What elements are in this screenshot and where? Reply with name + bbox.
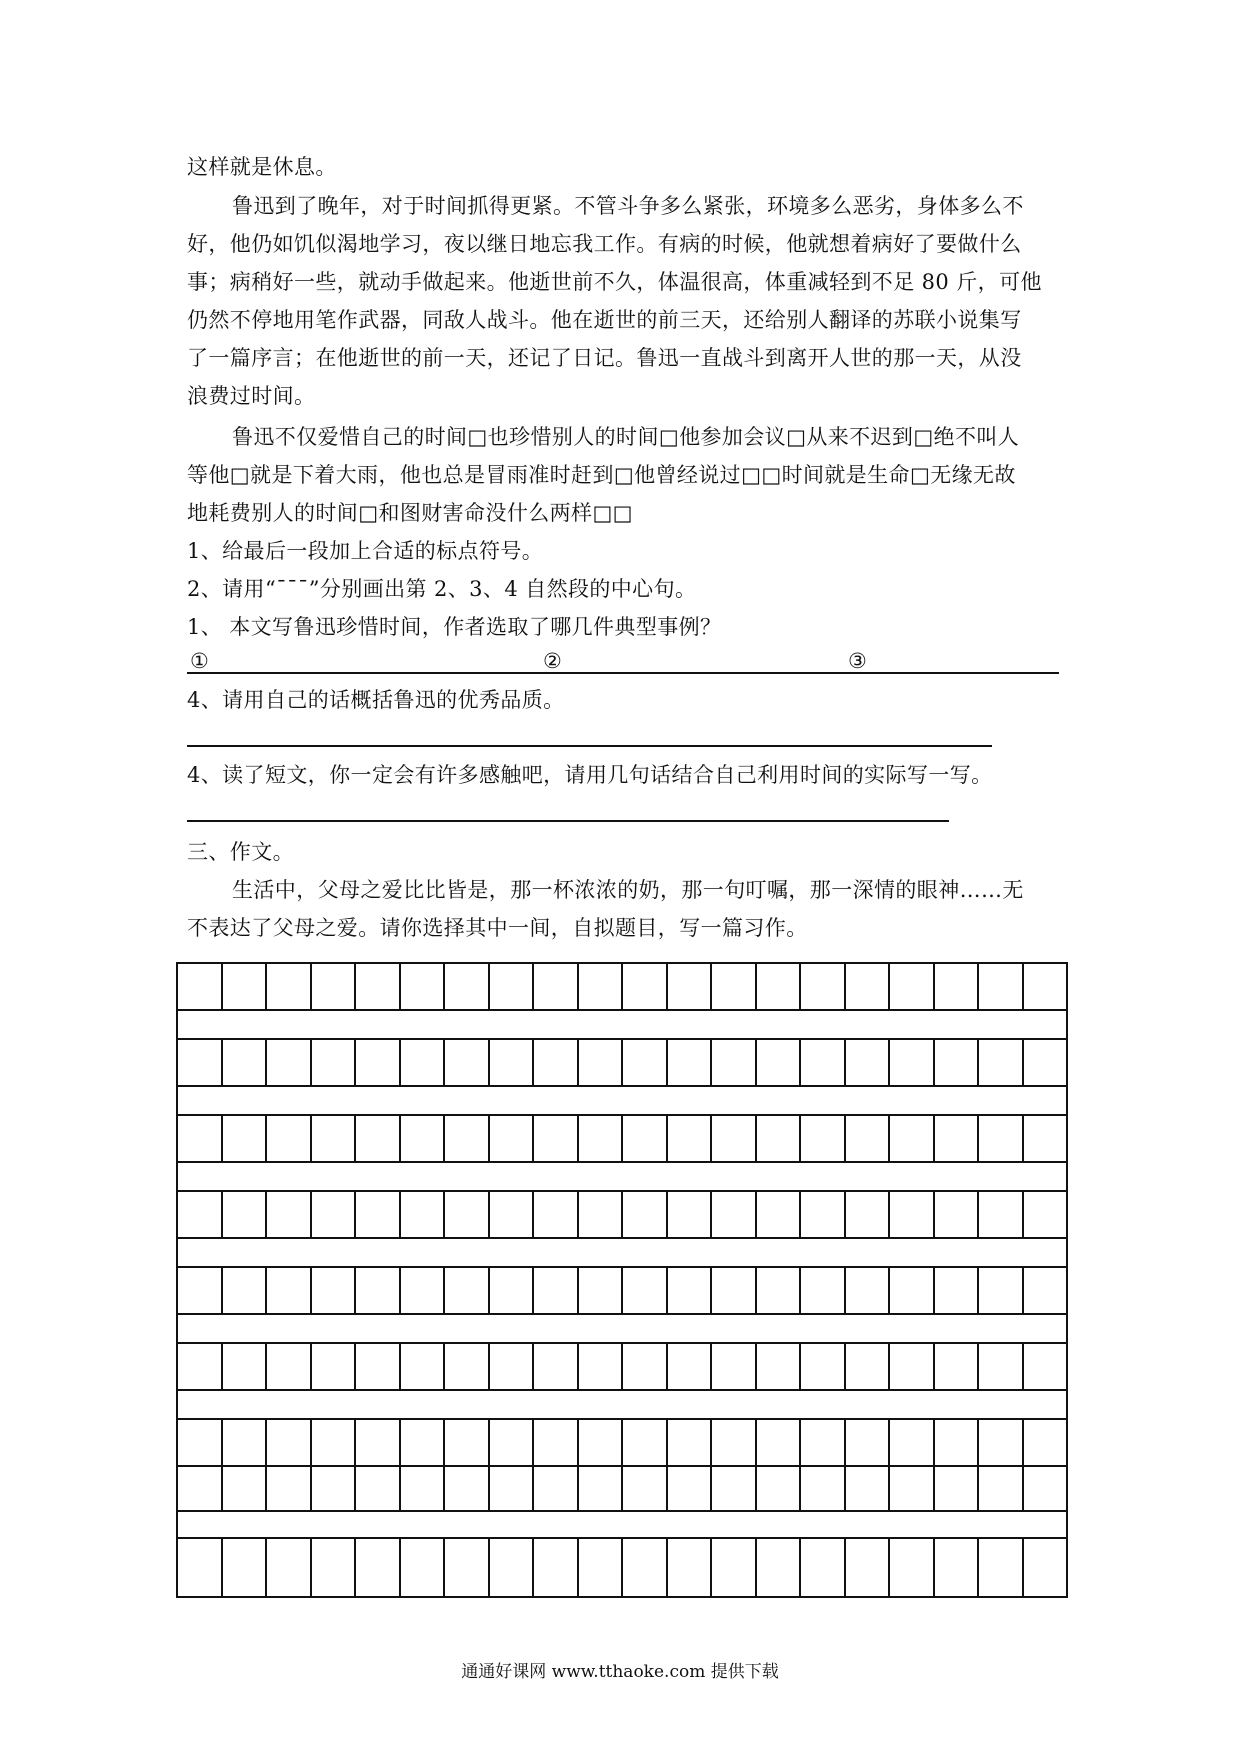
grid-cell[interactable]: [890, 964, 935, 1009]
answer-line-q4[interactable]: [187, 745, 992, 747]
grid-cell[interactable]: [356, 1192, 401, 1237]
grid-cell[interactable]: [445, 1040, 490, 1085]
grid-cell[interactable]: [801, 1467, 846, 1510]
grid-cell[interactable]: [979, 964, 1024, 1009]
grid-cell[interactable]: [267, 1420, 312, 1465]
grid-cell[interactable]: [178, 964, 223, 1009]
grid-cell[interactable]: [223, 1467, 268, 1510]
grid-cell[interactable]: [757, 964, 802, 1009]
grid-cell[interactable]: [846, 964, 891, 1009]
grid-cell[interactable]: [312, 1040, 357, 1085]
grid-cell[interactable]: [445, 1344, 490, 1389]
grid-cell[interactable]: [757, 1116, 802, 1161]
grid-cell[interactable]: [223, 1344, 268, 1389]
grid-cell[interactable]: [312, 1539, 357, 1596]
grid-cell[interactable]: [890, 1539, 935, 1596]
grid-cell[interactable]: [356, 1344, 401, 1389]
grid-cell[interactable]: [267, 1040, 312, 1085]
grid-cell[interactable]: [534, 1467, 579, 1510]
answer-line-q5[interactable]: [187, 820, 949, 822]
grid-cell[interactable]: [712, 1467, 757, 1510]
grid-cell[interactable]: [712, 1420, 757, 1465]
grid-cell[interactable]: [312, 1467, 357, 1510]
grid-cell[interactable]: [668, 1192, 713, 1237]
grid-cell[interactable]: [312, 1344, 357, 1389]
grid-cell[interactable]: [979, 1192, 1024, 1237]
grid-cell[interactable]: [935, 1116, 980, 1161]
passage-p3-line-2: 等他□就是下着大雨，他也总是冒雨准时赶到□他曾经说过□□时间就是生命□无缘无故: [187, 463, 1016, 487]
passage-p2-line-6: 浪费过时间。: [187, 384, 316, 408]
grid-cell[interactable]: [579, 1467, 624, 1510]
grid-cell[interactable]: [579, 1539, 624, 1596]
passage-p3-line-1: 鲁迅不仅爱惜自己的时间□也珍惜别人的时间□他参加会议□从来不迟到□绝不叫人: [232, 425, 1020, 449]
grid-cell[interactable]: [401, 1539, 446, 1596]
grid-cell[interactable]: [490, 964, 535, 1009]
grid-cell[interactable]: [623, 1268, 668, 1313]
grid-line: [178, 1237, 1066, 1239]
answer-line-q3[interactable]: [187, 672, 1059, 674]
grid-cell[interactable]: [801, 1192, 846, 1237]
grid-cell[interactable]: [267, 1116, 312, 1161]
passage-p2-line-5: 了一篇序言；在他逝世的前一天，还记了日记。鲁迅一直战斗到离开人世的那一天，从没: [187, 346, 1022, 370]
grid-cell[interactable]: [623, 964, 668, 1009]
grid-cell[interactable]: [1024, 1420, 1067, 1465]
grid-cell[interactable]: [1024, 1192, 1067, 1237]
grid-cell[interactable]: [534, 1344, 579, 1389]
grid-row[interactable]: [178, 1192, 1066, 1237]
grid-cell[interactable]: [401, 1420, 446, 1465]
composition-prompt-line-1: 生活中，父母之爱比比皆是，那一杯浓浓的奶，那一句叮嘱，那一深情的眼神……无: [232, 878, 1024, 902]
answer-marker-1: ①: [190, 649, 209, 673]
grid-cell[interactable]: [846, 1539, 891, 1596]
grid-cell[interactable]: [712, 1268, 757, 1313]
grid-cell[interactable]: [312, 1268, 357, 1313]
grid-cell[interactable]: [534, 1539, 579, 1596]
grid-cell[interactable]: [445, 1467, 490, 1510]
grid-cell[interactable]: [757, 1467, 802, 1510]
grid-cell[interactable]: [668, 964, 713, 1009]
grid-cell[interactable]: [623, 1539, 668, 1596]
grid-cell[interactable]: [312, 1420, 357, 1465]
passage-p2-line-3: 事；病稍好一些，就动手做起来。他逝世前不久，体温很高，体重减轻到不足 80 斤，可他: [187, 270, 1042, 294]
grid-cell[interactable]: [846, 1192, 891, 1237]
grid-cell[interactable]: [668, 1467, 713, 1510]
grid-cell[interactable]: [757, 1040, 802, 1085]
question-2: 2、请用“ˉˉˉ”分别画出第 2、3、4 自然段的中心句。: [187, 577, 697, 601]
grid-cell[interactable]: [579, 1268, 624, 1313]
grid-cell[interactable]: [712, 1192, 757, 1237]
grid-cell[interactable]: [757, 1192, 802, 1237]
grid-cell[interactable]: [623, 1116, 668, 1161]
grid-cell[interactable]: [801, 1420, 846, 1465]
grid-cell[interactable]: [401, 1192, 446, 1237]
grid-line: [178, 1161, 1066, 1163]
grid-cell[interactable]: [401, 1268, 446, 1313]
grid-cell[interactable]: [935, 1344, 980, 1389]
question-3: 1、 本文写鲁迅珍惜时间，作者选取了哪几件典型事例？: [187, 615, 722, 639]
grid-cell[interactable]: [445, 1192, 490, 1237]
grid-cell[interactable]: [935, 1192, 980, 1237]
grid-line: [178, 1085, 1066, 1087]
grid-cell[interactable]: [979, 1116, 1024, 1161]
grid-cell[interactable]: [890, 1467, 935, 1510]
grid-cell[interactable]: [356, 1539, 401, 1596]
grid-cell[interactable]: [534, 1040, 579, 1085]
grid-cell[interactable]: [178, 1539, 223, 1596]
grid-line: [178, 1009, 1066, 1011]
passage-p1-tail: 这样就是休息。: [187, 155, 337, 179]
grid-cell[interactable]: [846, 1420, 891, 1465]
grid-cell[interactable]: [979, 1420, 1024, 1465]
grid-cell[interactable]: [223, 1040, 268, 1085]
grid-cell[interactable]: [579, 1344, 624, 1389]
grid-cell[interactable]: [356, 964, 401, 1009]
passage-p2-line-4: 仍然不停地用笔作武器，同敌人战斗。他在逝世的前三天，还给别人翻译的苏联小说集写: [187, 308, 1022, 332]
grid-cell[interactable]: [979, 1268, 1024, 1313]
grid-cell[interactable]: [178, 1467, 223, 1510]
grid-row[interactable]: [178, 1467, 1066, 1510]
grid-cell[interactable]: [490, 1040, 535, 1085]
grid-cell[interactable]: [312, 1116, 357, 1161]
question-1: 1、给最后一段加上合适的标点符号。: [187, 539, 544, 563]
grid-cell[interactable]: [846, 1467, 891, 1510]
grid-row[interactable]: [178, 964, 1066, 1009]
grid-cell[interactable]: [356, 1420, 401, 1465]
grid-cell[interactable]: [223, 1192, 268, 1237]
grid-cell[interactable]: [801, 1040, 846, 1085]
passage-p2-line-2: 好，他仍如饥似渴地学习，夜以继日地忘我工作。有病的时候，他就想着病好了要做什么: [187, 232, 1022, 256]
grid-cell[interactable]: [890, 1116, 935, 1161]
grid-cell[interactable]: [579, 1420, 624, 1465]
composition-writing-grid[interactable]: [176, 962, 1068, 1598]
grid-cell[interactable]: [979, 1344, 1024, 1389]
grid-cell[interactable]: [623, 1040, 668, 1085]
grid-cell[interactable]: [757, 1268, 802, 1313]
grid-cell[interactable]: [712, 1040, 757, 1085]
grid-cell[interactable]: [801, 1539, 846, 1596]
grid-cell[interactable]: [267, 964, 312, 1009]
grid-cell[interactable]: [178, 1420, 223, 1465]
grid-cell[interactable]: [534, 1116, 579, 1161]
grid-cell[interactable]: [1024, 964, 1067, 1009]
grid-row[interactable]: [178, 1040, 1066, 1085]
grid-cell[interactable]: [490, 1344, 535, 1389]
grid-cell[interactable]: [846, 1040, 891, 1085]
grid-cell[interactable]: [445, 1116, 490, 1161]
grid-cell[interactable]: [356, 1467, 401, 1510]
grid-cell[interactable]: [401, 1040, 446, 1085]
grid-cell[interactable]: [223, 1116, 268, 1161]
grid-cell[interactable]: [1024, 1116, 1067, 1161]
grid-cell[interactable]: [801, 1344, 846, 1389]
grid-cell[interactable]: [267, 1268, 312, 1313]
grid-cell[interactable]: [712, 1116, 757, 1161]
grid-cell[interactable]: [490, 1192, 535, 1237]
grid-cell[interactable]: [935, 1467, 980, 1510]
grid-cell[interactable]: [935, 1420, 980, 1465]
grid-cell[interactable]: [579, 1040, 624, 1085]
grid-cell[interactable]: [356, 1040, 401, 1085]
grid-cell[interactable]: [890, 1344, 935, 1389]
grid-cell[interactable]: [623, 1344, 668, 1389]
grid-cell[interactable]: [1024, 1268, 1067, 1313]
grid-cell[interactable]: [757, 1539, 802, 1596]
grid-cell[interactable]: [801, 1116, 846, 1161]
grid-cell[interactable]: [356, 1116, 401, 1161]
grid-cell[interactable]: [579, 964, 624, 1009]
grid-cell[interactable]: [445, 1268, 490, 1313]
grid-cell[interactable]: [890, 1420, 935, 1465]
grid-line: [178, 1389, 1066, 1391]
grid-cell[interactable]: [1024, 1467, 1067, 1510]
grid-cell[interactable]: [401, 1467, 446, 1510]
grid-cell[interactable]: [668, 1040, 713, 1085]
grid-cell[interactable]: [668, 1420, 713, 1465]
grid-cell[interactable]: [979, 1467, 1024, 1510]
grid-cell[interactable]: [935, 1268, 980, 1313]
grid-cell[interactable]: [801, 964, 846, 1009]
grid-cell[interactable]: [223, 1539, 268, 1596]
grid-cell[interactable]: [890, 1268, 935, 1313]
grid-cell[interactable]: [579, 1116, 624, 1161]
grid-cell[interactable]: [712, 1344, 757, 1389]
composition-prompt-line-2: 不表达了父母之爱。请你选择其中一间，自拟题目，写一篇习作。: [187, 916, 808, 940]
grid-row[interactable]: [178, 1539, 1066, 1596]
grid-line: [178, 1510, 1066, 1512]
grid-row[interactable]: [178, 1344, 1066, 1389]
grid-row[interactable]: [178, 1116, 1066, 1161]
grid-cell[interactable]: [534, 1268, 579, 1313]
grid-cell[interactable]: [846, 1116, 891, 1161]
grid-cell[interactable]: [1024, 1344, 1067, 1389]
question-5: 4、读了短文，你一定会有许多感触吧，请用几句话结合自己利用时间的实际写一写。: [187, 763, 993, 787]
grid-cell[interactable]: [490, 1420, 535, 1465]
answer-marker-3: ③: [848, 649, 867, 673]
composition-heading: 三、作文。: [187, 840, 294, 864]
grid-cell[interactable]: [534, 964, 579, 1009]
grid-cell[interactable]: [267, 1344, 312, 1389]
grid-cell[interactable]: [979, 1040, 1024, 1085]
grid-cell[interactable]: [178, 1192, 223, 1237]
grid-cell[interactable]: [668, 1539, 713, 1596]
grid-cell[interactable]: [178, 1040, 223, 1085]
grid-row[interactable]: [178, 1420, 1066, 1465]
grid-cell[interactable]: [178, 1268, 223, 1313]
grid-cell[interactable]: [846, 1268, 891, 1313]
grid-cell[interactable]: [890, 1040, 935, 1085]
grid-cell[interactable]: [223, 1420, 268, 1465]
grid-cell[interactable]: [401, 1116, 446, 1161]
grid-cell[interactable]: [623, 1467, 668, 1510]
grid-cell[interactable]: [178, 1116, 223, 1161]
grid-cell[interactable]: [312, 964, 357, 1009]
question-4: 4、请用自己的话概括鲁迅的优秀品质。: [187, 688, 565, 712]
grid-cell[interactable]: [757, 1420, 802, 1465]
grid-cell[interactable]: [401, 964, 446, 1009]
grid-cell[interactable]: [668, 1116, 713, 1161]
passage-p3-line-3: 地耗费别人的时间□和图财害命没什么两样□□: [187, 501, 633, 525]
grid-cell[interactable]: [267, 1467, 312, 1510]
grid-cell[interactable]: [668, 1344, 713, 1389]
grid-cell[interactable]: [312, 1192, 357, 1237]
grid-cell[interactable]: [668, 1268, 713, 1313]
grid-cell[interactable]: [935, 964, 980, 1009]
grid-line: [178, 1313, 1066, 1315]
grid-cell[interactable]: [267, 1192, 312, 1237]
grid-cell[interactable]: [490, 1467, 535, 1510]
grid-cell[interactable]: [534, 1192, 579, 1237]
grid-cell[interactable]: [490, 1268, 535, 1313]
grid-cell[interactable]: [445, 964, 490, 1009]
answer-marker-2: ②: [543, 649, 562, 673]
grid-cell[interactable]: [223, 964, 268, 1009]
grid-cell[interactable]: [178, 1344, 223, 1389]
grid-cell[interactable]: [890, 1192, 935, 1237]
grid-cell[interactable]: [579, 1192, 624, 1237]
page-footer: 通通好课网 www.tthaoke.com 提供下载: [461, 1662, 779, 1682]
grid-cell[interactable]: [356, 1268, 401, 1313]
grid-cell[interactable]: [1024, 1040, 1067, 1085]
grid-cell[interactable]: [757, 1344, 802, 1389]
grid-cell[interactable]: [534, 1420, 579, 1465]
grid-row[interactable]: [178, 1268, 1066, 1313]
grid-cell[interactable]: [490, 1539, 535, 1596]
grid-cell[interactable]: [979, 1539, 1024, 1596]
passage-p2-line-1: 鲁迅到了晚年，对于时间抓得更紧。不管斗争多么紧张，环境多么恶劣，身体多么不: [232, 194, 1024, 218]
grid-cell[interactable]: [490, 1116, 535, 1161]
grid-cell[interactable]: [445, 1420, 490, 1465]
grid-cell[interactable]: [935, 1539, 980, 1596]
grid-cell[interactable]: [445, 1539, 490, 1596]
grid-cell[interactable]: [223, 1268, 268, 1313]
grid-cell[interactable]: [623, 1420, 668, 1465]
grid-cell[interactable]: [846, 1344, 891, 1389]
grid-cell[interactable]: [1024, 1539, 1067, 1596]
grid-cell[interactable]: [935, 1040, 980, 1085]
grid-cell[interactable]: [623, 1192, 668, 1237]
grid-cell[interactable]: [267, 1539, 312, 1596]
grid-cell[interactable]: [801, 1268, 846, 1313]
grid-cell[interactable]: [712, 1539, 757, 1596]
grid-cell[interactable]: [712, 964, 757, 1009]
grid-cell[interactable]: [401, 1344, 446, 1389]
